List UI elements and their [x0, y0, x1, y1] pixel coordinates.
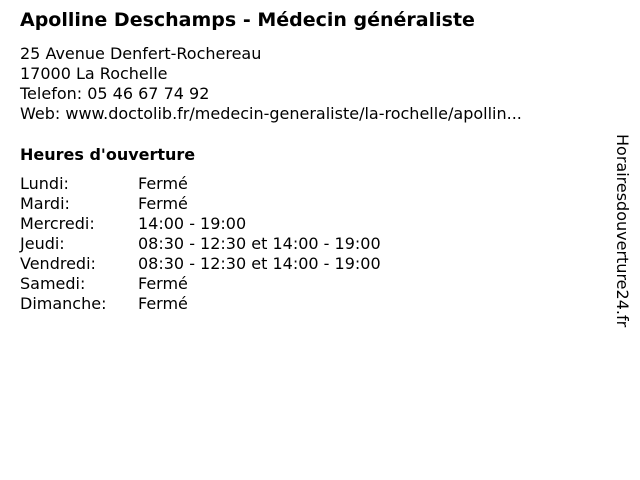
- street-address: 25 Avenue Denfert-Rochereau: [20, 44, 262, 63]
- hours-value: Fermé: [138, 294, 188, 313]
- site-watermark: Horairesdouverture24.fr: [613, 134, 632, 328]
- day-label: Samedi:: [20, 274, 86, 293]
- address-block: [20, 44, 522, 124]
- day-label: Dimanche:: [20, 294, 107, 313]
- phone-number: Telefon: 05 46 67 74 92: [20, 84, 210, 103]
- hours-value: 14:00 - 19:00: [138, 214, 247, 233]
- opening-hours-heading: Heures d'ouverture: [20, 145, 196, 164]
- hours-value: Fermé: [138, 274, 188, 293]
- day-label: Vendredi:: [20, 254, 96, 273]
- city-postal: 17000 La Rochelle: [20, 64, 168, 83]
- hours-value: Fermé: [138, 194, 188, 213]
- day-label: Jeudi:: [20, 234, 65, 253]
- hours-value: Fermé: [138, 174, 188, 193]
- hours-value: 08:30 - 12:30 et 14:00 - 19:00: [138, 254, 381, 273]
- day-label: Mardi:: [20, 194, 70, 213]
- hours-value: 08:30 - 12:30 et 14:00 - 19:00: [138, 234, 381, 253]
- page-title: Apolline Deschamps - Médecin généraliste: [20, 9, 475, 31]
- website-url: Web: www.doctolib.fr/medecin-generaliste/la-rochelle/apollin...: [20, 104, 522, 123]
- day-label: Lundi:: [20, 174, 69, 193]
- day-label: Mercredi:: [20, 214, 95, 233]
